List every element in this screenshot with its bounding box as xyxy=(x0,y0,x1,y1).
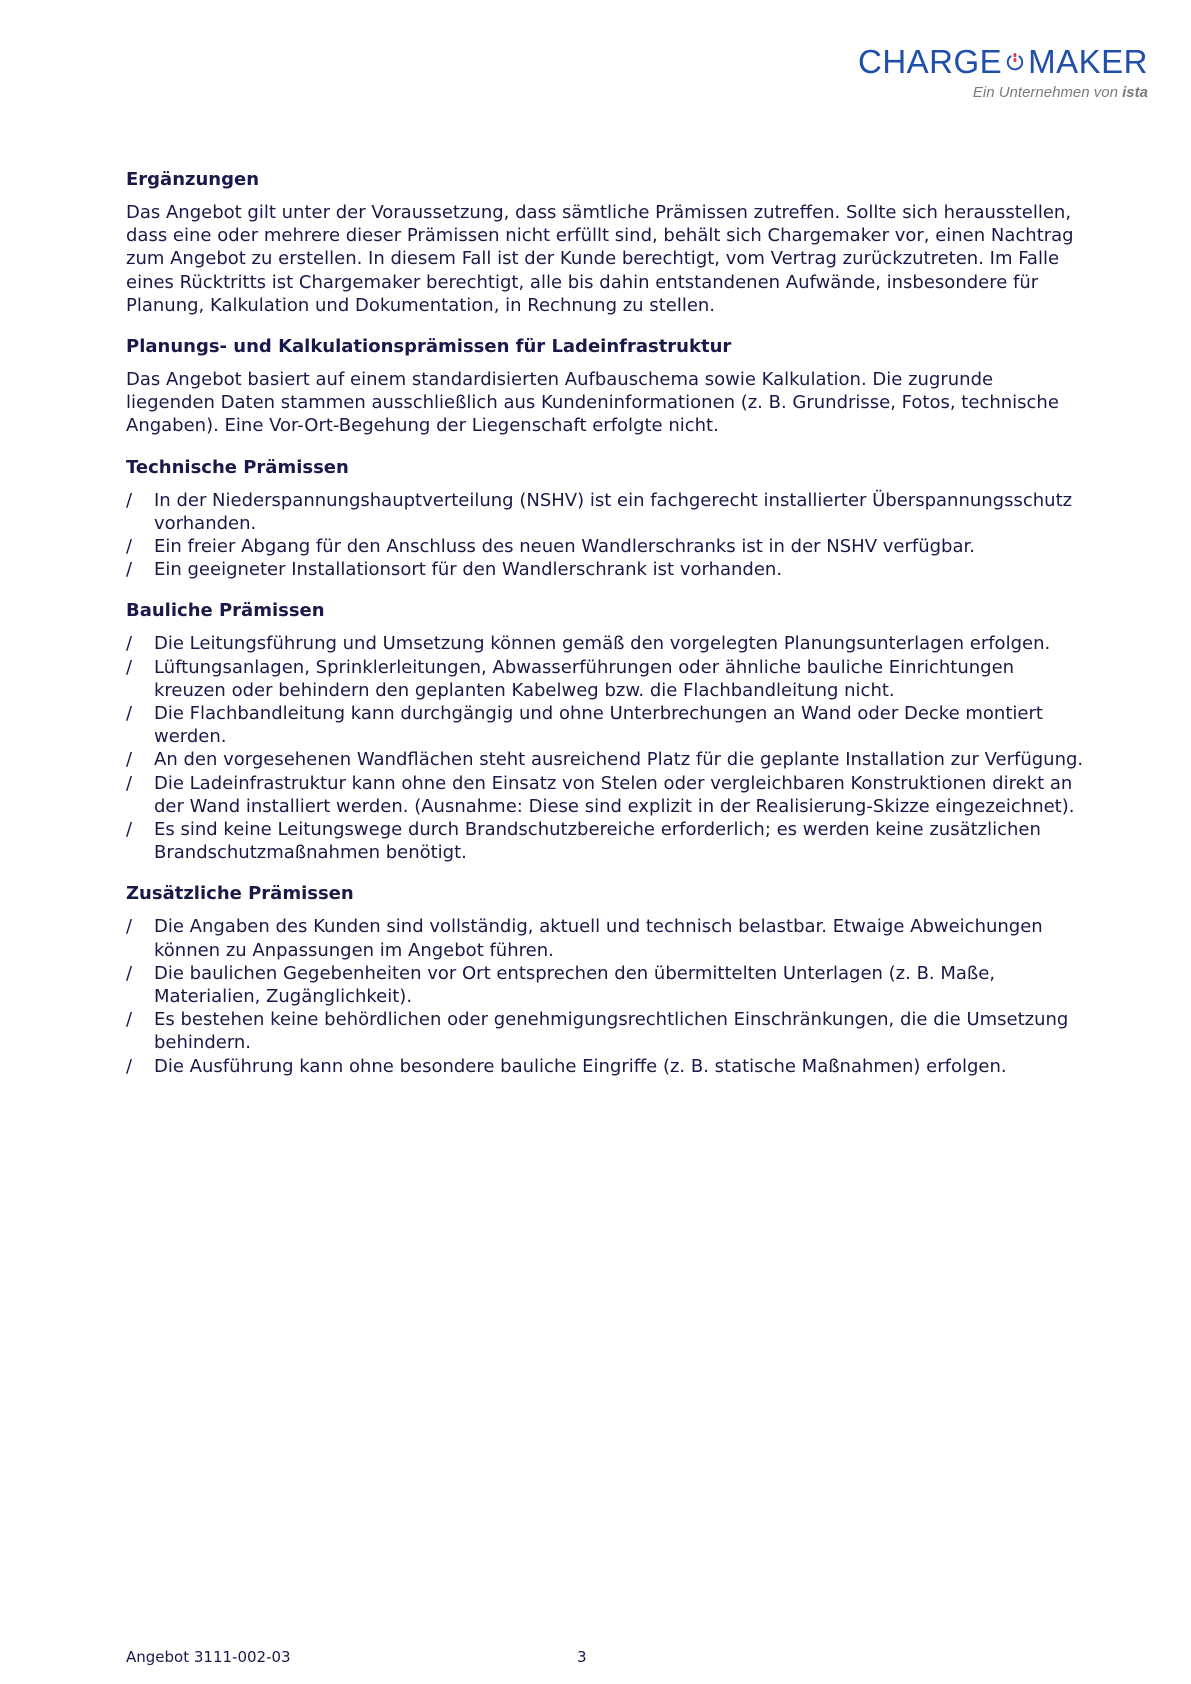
list-item xyxy=(126,962,1086,1008)
list-item xyxy=(126,558,1086,581)
list-item xyxy=(126,702,1086,748)
section-bauliche-praemissen xyxy=(126,599,1086,864)
list-item xyxy=(126,535,1086,558)
list-bullet: / xyxy=(126,819,133,841)
section-heading: Ergänzungen xyxy=(126,169,260,190)
list-bullet: / xyxy=(126,633,133,655)
list-item-text: Die Angaben des Kunden sind vollständig, aktuell und technisch belastbar. Etwaige Abweichungen können zu Anpassungen im Angebot führen. xyxy=(154,916,1043,961)
list-bullet: / xyxy=(126,489,133,511)
list-bullet: / xyxy=(126,1009,133,1031)
list-item xyxy=(126,818,1086,864)
logo-text-left: CHARGE xyxy=(858,43,1003,80)
section-zusaetzliche-praemissen xyxy=(126,882,1086,1077)
footer-document-id: Angebot 3111-002-03 xyxy=(126,1648,291,1666)
section-planungspraemissen xyxy=(126,335,1086,438)
premise-list xyxy=(126,915,1086,1077)
list-item-text: Die Ladeinfrastruktur kann ohne den Einsatz von Stelen oder vergleichbaren Konstruktionen direkt an der Wand installiert werden. (Ausnahme: Diese sind explizit in der Realisierung-Skizze eingezeichnet). xyxy=(154,772,1075,817)
list-bullet: / xyxy=(126,536,133,558)
list-bullet: / xyxy=(126,559,133,581)
premise-list xyxy=(126,489,1086,582)
company-logo xyxy=(858,42,1148,101)
page-number: 3 xyxy=(577,1648,587,1666)
list-item xyxy=(126,772,1086,818)
list-item-text: Die Ausführung kann ohne besondere bauliche Eingriffe (z. B. statische Maßnahmen) erfolgen. xyxy=(154,1055,1007,1077)
section-heading: Technische Prämissen xyxy=(126,456,349,478)
list-bullet: / xyxy=(126,962,133,984)
list-bullet: / xyxy=(126,1055,133,1077)
list-item-text: Lüftungsanlagen, Sprinklerleitungen, Abwasserführungen oder ähnliche bauliche Einrichtungen kreuzen oder behindern den geplanten Kabelweg bzw. die Flachbandleitung nicht. xyxy=(154,656,1015,701)
section-heading: Planungs- und Kalkulationsprämissen für Ladeinfrastruktur xyxy=(126,336,732,358)
logo-subtitle-text: Ein Unternehmen von xyxy=(972,84,1118,101)
premise-list xyxy=(126,632,1086,864)
section-paragraph: Das Angebot gilt unter der Voraussetzung, dass sämtliche Prämissen zutreffen. Sollte sich herausstellen, dass eine oder mehrere dieser Prämissen nicht erfüllt sind, behält sich Chargemaker vor, einen Nachtrag zum Angebot zu erstellen. In diesem Fall ist der Kunde berechtigt, vom Vertrag zurückzutreten. Im Falle eines Rücktritts ist Chargemaker berechtigt, alle bis dahin entstandenen Aufwände, insbesondere für Planung, Kalkulation und Dokumentation, in Rechnung zu stellen. xyxy=(126,202,1074,316)
list-item-text: Die Leitungsführung und Umsetzung können gemäß den vorgelegten Planungsunterlagen erfolgen. xyxy=(154,633,1051,655)
section-paragraph: Das Angebot basiert auf einem standardisierten Aufbauschema sowie Kalkulation. Die zugrunde liegenden Daten stammen ausschließlich aus Kundeninformationen (z. B. Grundrisse, Fotos, technische Angaben). Eine Vor-Ort-Begehung der Liegenschaft erfolgte nicht. xyxy=(126,369,1059,437)
list-bullet: / xyxy=(126,772,133,794)
list-item-text: Ein freier Abgang für den Anschluss des neuen Wandlerschranks ist in der NSHV verfügbar. xyxy=(154,536,975,558)
list-item-text: Es sind keine Leitungswege durch Brandschutzbereiche erforderlich; es werden keine zusätzlichen Brandschutzmaßnahmen benötigt. xyxy=(154,819,1041,864)
list-bullet: / xyxy=(126,703,133,725)
list-item xyxy=(126,1055,1086,1078)
list-bullet: / xyxy=(126,656,133,678)
list-item xyxy=(126,656,1086,702)
section-heading: Zusätzliche Prämissen xyxy=(126,883,354,905)
logo-subtitle xyxy=(858,84,1148,101)
list-item xyxy=(126,915,1086,961)
logo-text-right: MAKER xyxy=(1028,43,1148,80)
list-item xyxy=(126,748,1086,771)
list-bullet: / xyxy=(126,749,133,771)
logo-subtitle-brand: ista xyxy=(1122,84,1148,101)
list-item xyxy=(126,632,1086,655)
section-ergaenzungen xyxy=(126,168,1086,317)
list-item-text: Die Flachbandleitung kann durchgängig und ohne Unterbrechungen an Wand oder Decke montiert werden. xyxy=(154,703,1043,748)
list-item-text: Ein geeigneter Installationsort für den Wandlerschrank ist vorhanden. xyxy=(154,559,783,581)
list-item-text: Die baulichen Gegebenheiten vor Ort entsprechen den übermittelten Unterlagen (z. B. Maße, Materialien, Zugänglichkeit). xyxy=(154,962,996,1008)
power-icon xyxy=(1005,44,1025,80)
section-technische-praemissen xyxy=(126,456,1086,582)
list-bullet: / xyxy=(126,916,133,938)
document-body xyxy=(126,168,1086,1096)
list-item-text: Es bestehen keine behördlichen oder genehmigungsrechtlichen Einschränkungen, die die Umsetzung behindern. xyxy=(154,1009,1069,1054)
logo-wordmark xyxy=(858,42,1148,82)
list-item-text: In der Niederspannungshauptverteilung (NSHV) ist ein fachgerecht installierter Überspannungsschutz vorhanden. xyxy=(154,489,1073,534)
list-item xyxy=(126,489,1086,535)
list-item-text: An den vorgesehenen Wandflächen steht ausreichend Platz für die geplante Installation zur Verfügung. xyxy=(154,749,1084,771)
section-heading: Bauliche Prämissen xyxy=(126,600,325,622)
list-item xyxy=(126,1008,1086,1054)
